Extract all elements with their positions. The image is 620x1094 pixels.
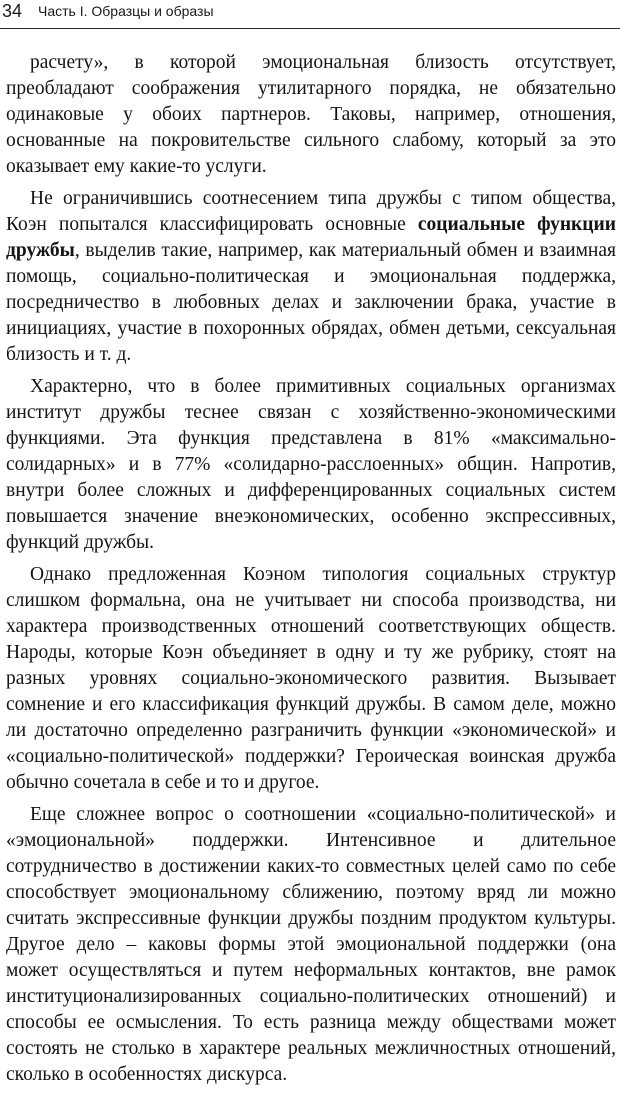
paragraph-5: Еще сложнее вопрос о соотношении «социально-политической» и «эмоциональной» поддержки. Интенсивное и длительное сотрудничество в достижении каких-то совместных целей само по себе способствует эмоциональному сближению, поэтому вряд ли можно считать экспрессивные функции дружбы поздним продуктом культуры. Другое дело – каковы формы этой эмоциональной поддержки (она может осуществляться и путем неформальных контактов, вне рамок институционализированных социально-политических отношений) и способы ее осмысления. То есть разница между обществами может состоять не столько в характере реальных межличностных отношений, сколько в особенностях дискурса. [6,804,616,1085]
paragraph-4: Однако предложенная Коэном типология социальных структур слишком формальна, она не учитывает ни способа производства, ни характера производственных отношений соответствующих обществ. Народы, которые Коэн объединяет в одну и ту же рубрику, стоят на разных уровнях социально-экономического развития. Вызывает сомнение и его классификация функций дружбы. В самом деле, можно ли достаточно определенно разграничить функции «экономической» и «социально-политической» поддержки? Героическая воинская дружба обычно сочетала в себе и то и другое. [6,564,616,793]
paragraph-2-rest: , выделив такие, например, как материальный обмен и взаимная помощь, социально-политическая и эмоциональная поддержка, посредничество в любовных делах и заключении брака, участие в инициациях, участие в похоронных обрядах, обмен детьми, сексуальная близость и т. д. [6,240,616,365]
paragraph-3: Характерно, что в более примитивных социальных организмах институт дружбы теснее связан с хозяйственно-экономическими функциями. Эта функция представлена в 81% «максимально-солидарных» и в 77% «солидарно-расслоенных» общин. Напротив, внутри более сложных и дифференцированных социальных систем повышается значение внеэкономических, особенно экспрессивных, функций дружбы. [6,376,616,553]
paragraph-1: расчету», в которой эмоциональная близость отсутствует, преобладают соображения утилитарного порядка, не обязательно одинаковые у обоих партнеров. Таковы, например, отношения, основанные на покровительстве сильного слабому, который за это оказывает ему какие-то услуги. [6,52,616,177]
page-number: 34 [2,1,23,21]
key-term: социальные функции дружбы [6,214,616,261]
running-head [0,0,620,29]
body-text [6,50,616,1094]
paragraph-2 [6,186,616,368]
section-title: Часть I. Образцы и образы [38,3,214,19]
paragraph-2-intro: Не ограничившись соотнесением типа дружбы с типом общества, Коэн попытался классифицировать основные [6,188,616,235]
